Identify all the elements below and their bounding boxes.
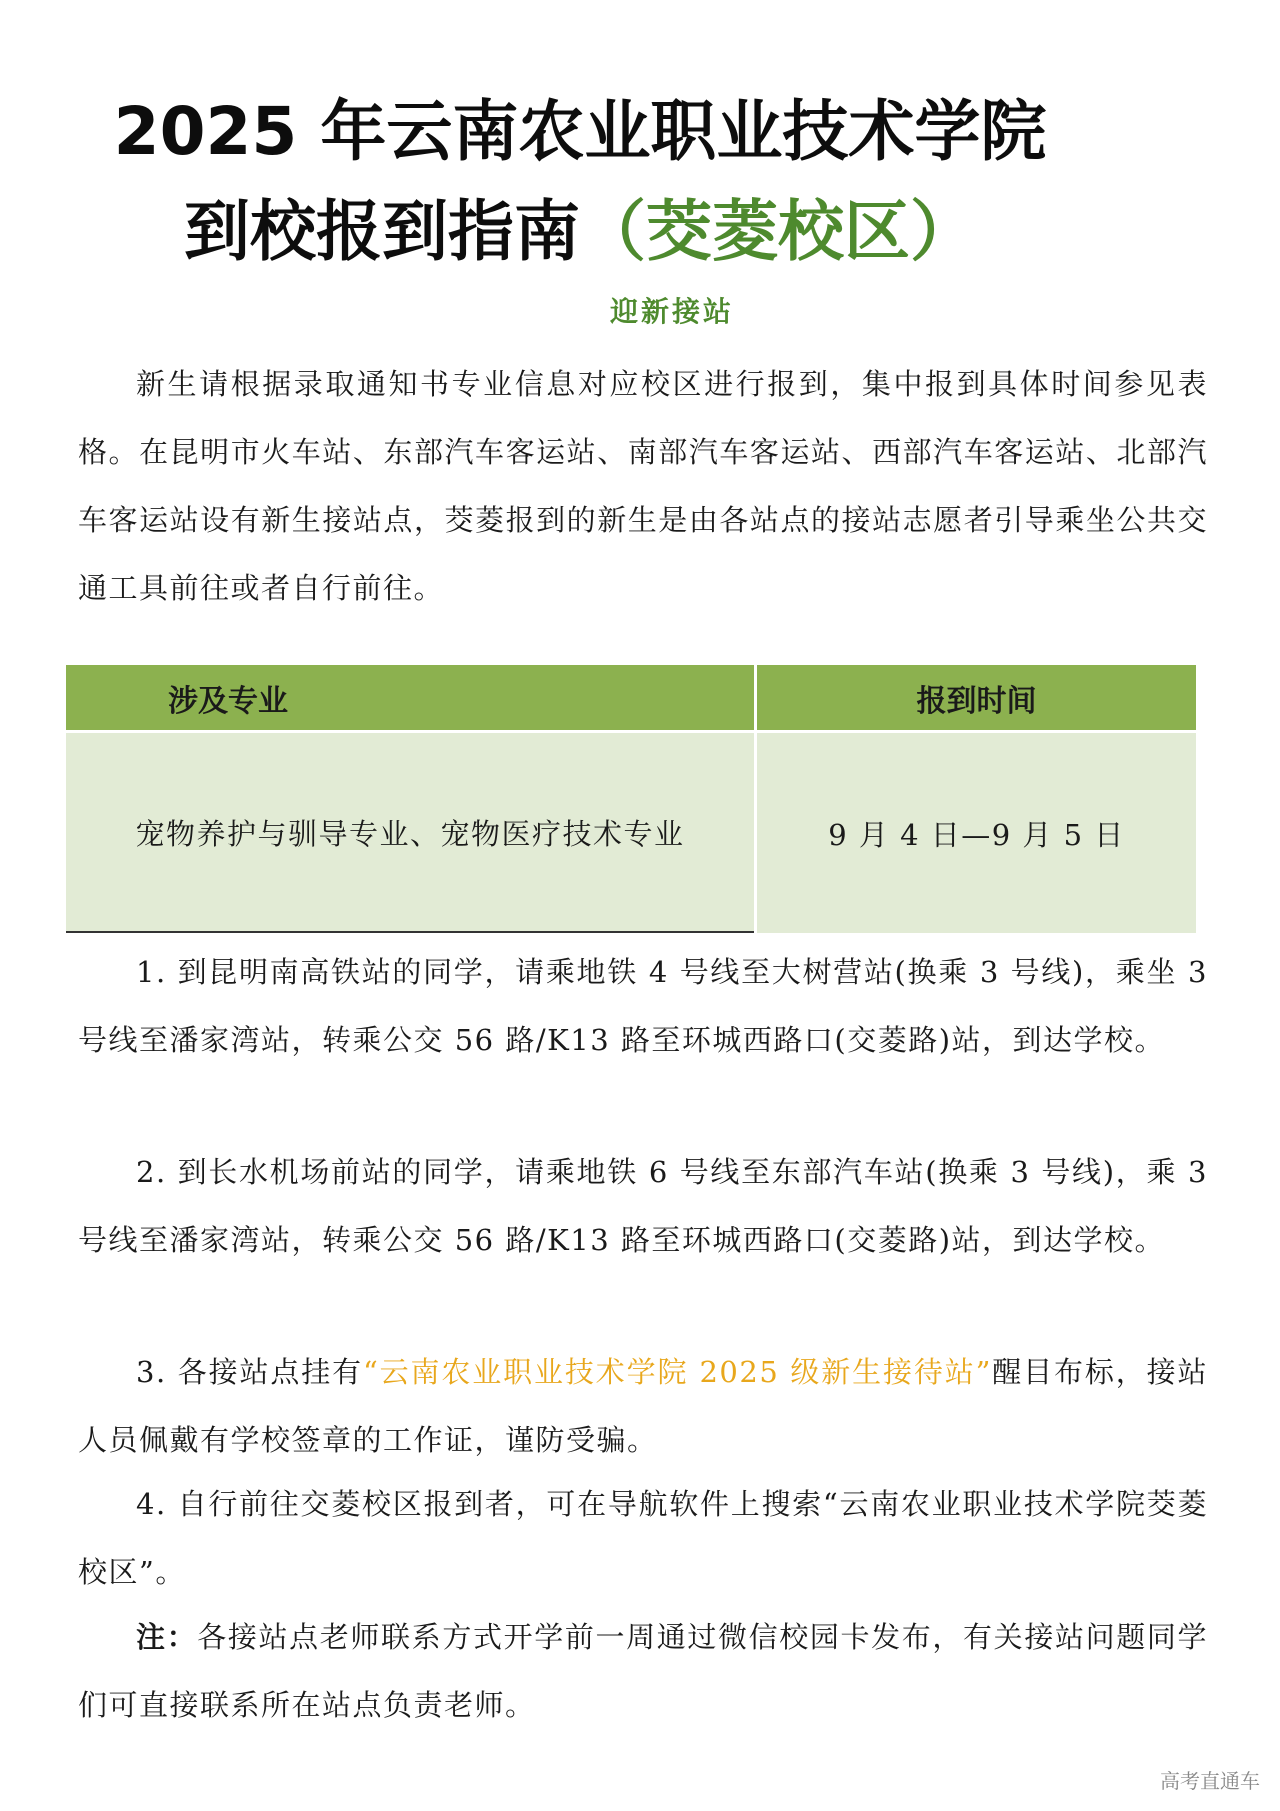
page-title-line2 — [0, 192, 1160, 272]
instruction-item-1: 1. 到昆明南高铁站的同学，请乘地铁 4 号线至大树营站(换乘 3 号线)，乘坐 3 号线至潘家湾站，转乘公交 56 路/K13 路至环城西路口(交菱路)站，到达学校。 — [78, 955, 1208, 1057]
table-cell-major: 宠物养护与驯导专业、宠物医疗技术专业 — [66, 733, 754, 933]
registration-table — [66, 665, 1196, 935]
watermark: 高考直通车 — [1160, 1769, 1260, 1793]
item3-prefix: 3. 各接站点挂有 — [136, 1355, 363, 1389]
section-heading: 迎新接站 — [610, 295, 735, 328]
table-cell-time: 9 月 4 日—9 月 5 日 — [757, 733, 1196, 933]
page-title-line1: 2025 年云南农业职业技术学院 — [113, 93, 1047, 170]
title-main: 到校报到指南 — [184, 193, 580, 270]
note-label: 注： — [136, 1620, 198, 1654]
instruction-item-2: 2. 到长水机场前站的同学，请乘地铁 6 号线至东部汽车站(换乘 3 号线)，乘 3 号线至潘家湾站，转乘公交 56 路/K13 路至环城西路口(交菱路)站，到达学校。 — [78, 1155, 1208, 1257]
instruction-item-3 — [78, 1338, 1208, 1474]
item3-highlight: “云南农业职业技术学院 2025 级新生接待站” — [362, 1355, 992, 1389]
title-campus: （茭菱校区） — [580, 193, 976, 270]
table-header-time: 报到时间 — [757, 665, 1196, 730]
intro-paragraph: 新生请根据录取通知书专业信息对应校区进行报到，集中报到具体时间参见表格。在昆明市火车站、东部汽车客运站、南部汽车客运站、西部汽车客运站、北部汽车客运站设有新生接站点，茭菱报到的新生是由各站点的接站志愿者引导乘坐公共交通工具前往或者自行前往。 — [78, 367, 1208, 605]
instruction-item-4: 4. 自行前往交菱校区报到者，可在导航软件上搜索“云南农业职业技术学院茭菱校区”。 — [78, 1487, 1208, 1589]
item3-suffix: 醒目布标，接站人员佩戴有学校签章的工作证，谨防受骗。 — [78, 1355, 1208, 1457]
note-text: 各接站点老师联系方式开学前一周通过微信校园卡发布，有关接站问题同学们可直接联系所在站点负责老师。 — [78, 1620, 1208, 1722]
table-header-major: 涉及专业 — [66, 665, 754, 730]
note-paragraph — [78, 1603, 1208, 1739]
